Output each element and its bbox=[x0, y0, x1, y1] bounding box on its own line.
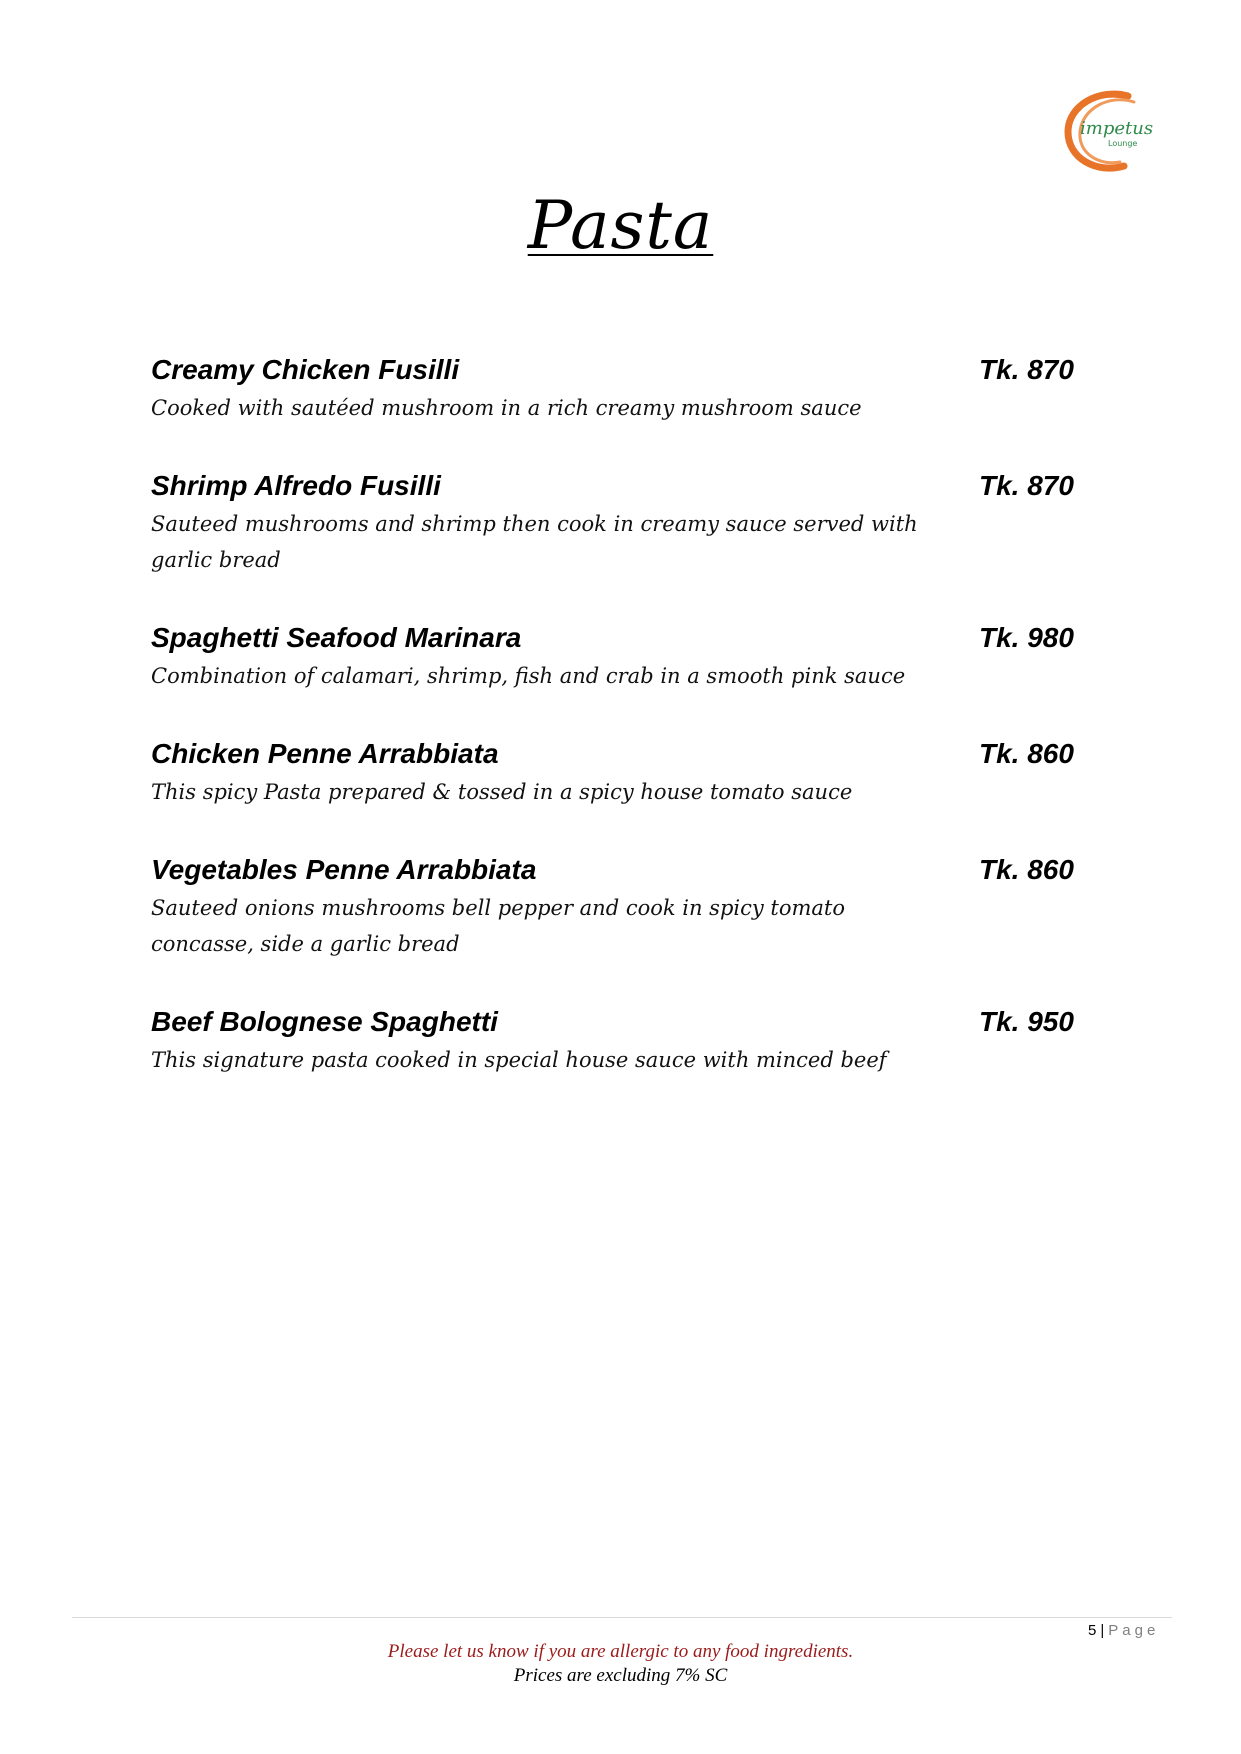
menu-item-header bbox=[151, 1002, 1091, 1042]
page-title-text: Pasta bbox=[527, 187, 714, 264]
menu-item-name: Vegetables Penne Arrabbiata bbox=[151, 854, 537, 885]
page-number-value: 5 bbox=[1088, 1622, 1097, 1639]
menu-item-price: Tk. 860 bbox=[979, 738, 1074, 769]
menu-item-price: Tk. 950 bbox=[979, 1006, 1074, 1037]
page-number-separator: | bbox=[1100, 1622, 1105, 1639]
logo-swirl-icon bbox=[1058, 88, 1158, 174]
menu-item-name: Chicken Penne Arrabbiata bbox=[151, 738, 499, 769]
menu-item-description: This spicy Pasta prepared & tossed in a spicy house tomato sauce bbox=[151, 780, 853, 804]
menu-item bbox=[151, 466, 1091, 578]
menu-item-header bbox=[151, 618, 1091, 658]
menu-item-description: Combination of calamari, shrimp, fish and crab in a smooth pink sauce bbox=[151, 664, 906, 688]
footer-divider bbox=[72, 1617, 1172, 1618]
menu-item bbox=[151, 1002, 1091, 1078]
footer-notes bbox=[0, 1640, 1241, 1688]
impetus-lounge-logo bbox=[1058, 88, 1158, 174]
menu-item-header bbox=[151, 466, 1091, 506]
menu-item-name: Spaghetti Seafood Marinara bbox=[151, 622, 522, 653]
logo-subtext: Lounge bbox=[1108, 139, 1138, 148]
menu-item-description: Sauteed onions mushrooms bell pepper and cook in spicy tomato concasse, side a garlic bread bbox=[151, 896, 846, 956]
logo-text: impetus bbox=[1080, 118, 1154, 139]
page-word: Page bbox=[1108, 1622, 1160, 1639]
menu-item-header bbox=[151, 350, 1091, 390]
page-number bbox=[1088, 1622, 1159, 1640]
allergy-note: Please let us know if you are allergic to any food ingredients. bbox=[387, 1641, 854, 1662]
menu-item-header bbox=[151, 850, 1091, 890]
menu-item bbox=[151, 618, 1091, 694]
menu-item-price: Tk. 870 bbox=[979, 354, 1074, 385]
menu-item-price: Tk. 980 bbox=[979, 622, 1074, 653]
menu-item-name: Creamy Chicken Fusilli bbox=[151, 354, 460, 385]
menu-list bbox=[151, 350, 1091, 1118]
menu-item-header bbox=[151, 734, 1091, 774]
menu-item-price: Tk. 860 bbox=[979, 854, 1074, 885]
menu-item bbox=[151, 350, 1091, 426]
menu-item-description: This signature pasta cooked in special house sauce with minced beef bbox=[151, 1048, 887, 1072]
menu-item-name: Shrimp Alfredo Fusilli bbox=[151, 470, 441, 501]
menu-item bbox=[151, 850, 1091, 962]
menu-item-description: Cooked with sautéed mushroom in a rich creamy mushroom sauce bbox=[151, 396, 862, 420]
page-title bbox=[0, 186, 1241, 266]
menu-item-name: Beef Bolognese Spaghetti bbox=[151, 1006, 498, 1037]
menu-item-description: Sauteed mushrooms and shrimp then cook in creamy sauce served with garlic bread bbox=[151, 512, 918, 572]
price-note: Prices are excluding 7% SC bbox=[513, 1665, 728, 1686]
menu-item bbox=[151, 734, 1091, 810]
menu-item-price: Tk. 870 bbox=[979, 470, 1074, 501]
